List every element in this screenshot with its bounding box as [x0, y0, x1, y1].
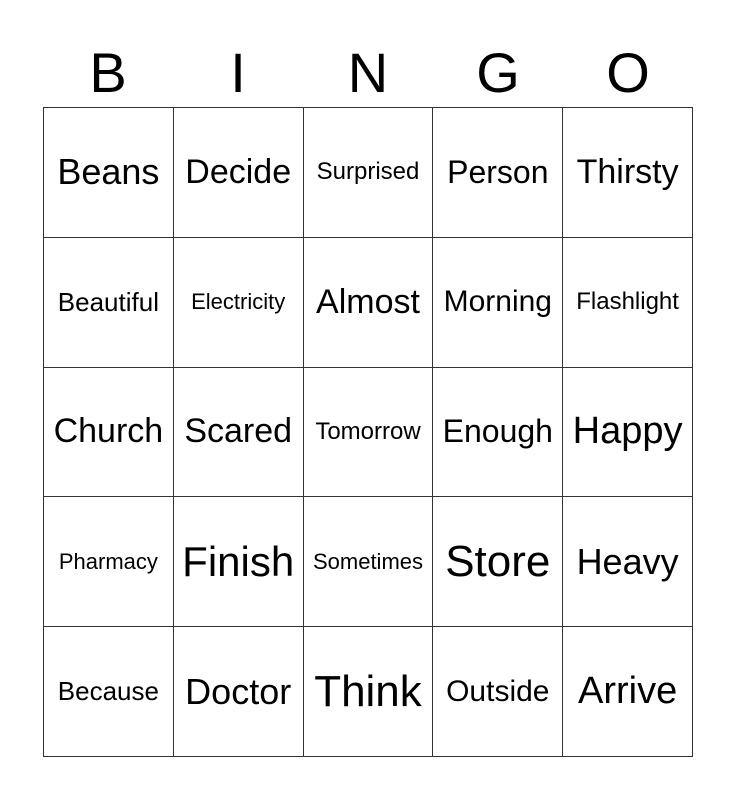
bingo-cell[interactable]: [44, 368, 174, 498]
bingo-cell[interactable]: [304, 108, 434, 238]
bingo-cell[interactable]: [44, 238, 174, 368]
bingo-cell[interactable]: [563, 238, 693, 368]
bingo-cell[interactable]: [433, 497, 563, 627]
cell-word: Flashlight: [576, 288, 679, 316]
cell-word: Beans: [57, 151, 160, 193]
header-letter-o: O: [606, 41, 650, 104]
bingo-cell[interactable]: [304, 238, 434, 368]
cell-word: Almost: [316, 282, 420, 321]
cell-word: Outside: [446, 674, 550, 708]
header-letter-b: B: [89, 41, 127, 104]
bingo-cell[interactable]: [563, 497, 693, 627]
bingo-cell[interactable]: [304, 627, 434, 757]
bingo-cell[interactable]: [563, 627, 693, 757]
cell-word: Heavy: [576, 540, 679, 582]
cell-word: Happy: [572, 410, 683, 453]
cell-word: Church: [53, 412, 164, 451]
bingo-cell[interactable]: [563, 108, 693, 238]
bingo-board: [43, 107, 693, 757]
cell-word: Arrive: [577, 670, 678, 713]
cell-word: Scared: [184, 412, 293, 451]
bingo-cell[interactable]: [174, 497, 304, 627]
bingo-cell[interactable]: [44, 627, 174, 757]
cell-word: Sometimes: [312, 548, 424, 574]
bingo-cell[interactable]: [304, 368, 434, 498]
cell-word: Electricity: [191, 289, 286, 315]
cell-word: Morning: [443, 285, 552, 319]
cell-word: Tomorrow: [315, 417, 421, 445]
bingo-cell[interactable]: [563, 368, 693, 498]
bingo-cell[interactable]: [174, 238, 304, 368]
cell-word: Pharmacy: [58, 548, 158, 574]
cell-word: Doctor: [185, 670, 292, 712]
cell-word: Think: [314, 666, 422, 716]
bingo-cell[interactable]: [44, 497, 174, 627]
cell-word: Beautiful: [57, 286, 159, 317]
header-letter-i: I: [230, 41, 246, 104]
bingo-cell[interactable]: [304, 497, 434, 627]
cell-word: Store: [445, 536, 551, 586]
cell-word: Thirsty: [576, 152, 679, 191]
cell-word: Finish: [182, 537, 295, 585]
header-letter-g: G: [476, 41, 520, 104]
cell-word: Surprised: [316, 158, 420, 186]
cell-word: Enough: [442, 413, 553, 450]
cell-word: Person: [447, 153, 549, 190]
cell-word: Decide: [185, 152, 292, 191]
bingo-cell[interactable]: [433, 627, 563, 757]
bingo-cell[interactable]: [433, 238, 563, 368]
bingo-cell[interactable]: [44, 108, 174, 238]
header-letter-n: N: [347, 41, 389, 104]
cell-word: Because: [57, 676, 159, 707]
bingo-cell[interactable]: [433, 368, 563, 498]
bingo-cell[interactable]: [174, 627, 304, 757]
bingo-cell[interactable]: [174, 108, 304, 238]
bingo-cell[interactable]: [433, 108, 563, 238]
bingo-cell[interactable]: [174, 368, 304, 498]
bingo-header: [43, 38, 693, 108]
